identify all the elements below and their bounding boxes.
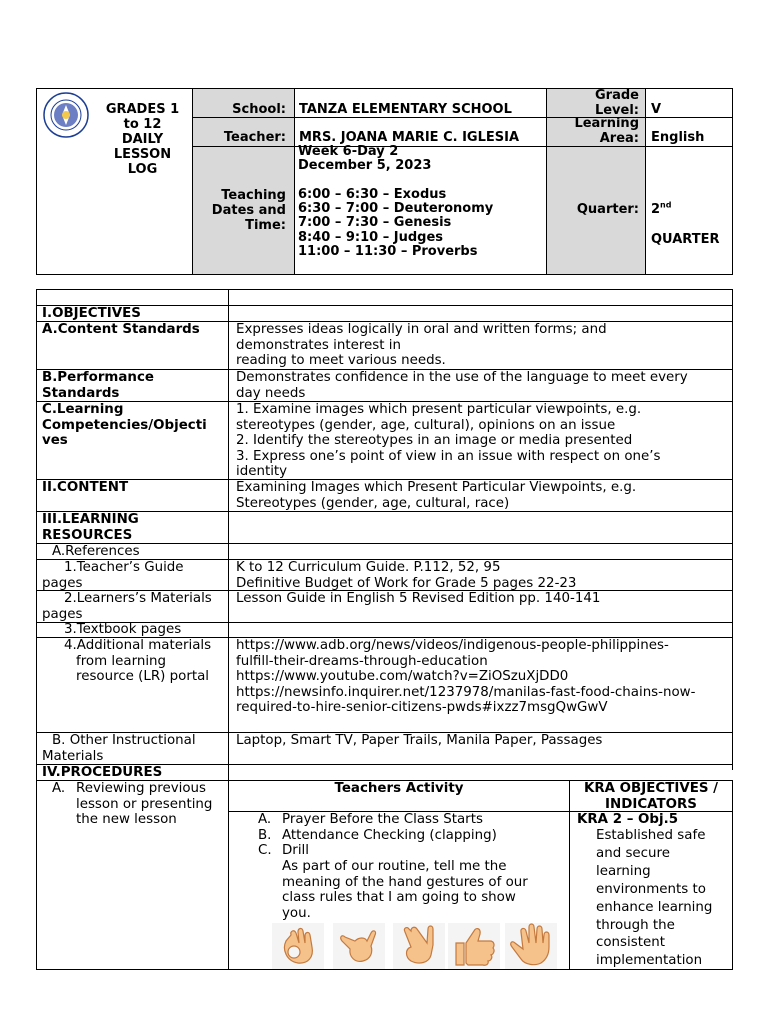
kra-title: KRA 2 – Obj.5: [577, 812, 679, 827]
content-standards-label: A.Content Standards: [42, 322, 200, 337]
call-me-hand-icon: [333, 923, 385, 969]
references-label: A.References: [52, 544, 140, 559]
activity-item: [258, 843, 563, 859]
quarter-suffix: nd: [660, 200, 672, 210]
quarter-label: Quarter:: [576, 202, 639, 217]
textbook-pages-label: 3.Textbook pages: [64, 622, 182, 637]
learners-materials-value: Lesson Guide in English 5 Revised Edition pp. 140-141: [236, 591, 601, 606]
teachers-activity-header: Teachers Activity: [334, 781, 464, 796]
additional-materials-label: 4.Additional materials from learning resource (LR) portal: [64, 638, 212, 685]
thumbs-up-icon: [448, 923, 500, 969]
raised-hand-icon: [505, 923, 557, 969]
procedures-heading: IV.PROCEDURES: [42, 765, 163, 780]
other-materials-label: B. Other Instructional Materials: [42, 733, 196, 764]
activity-text: Drill: [282, 843, 309, 859]
performance-standards-value: Demonstrates confidence in the use of the language to meet every day needs: [236, 370, 688, 401]
grade-level-value: V: [651, 102, 662, 117]
teachers-guide-value: K to 12 Curriculum Guide. P.112, 52, 95 Definitive Budget of Work for Grade 5 pages 22-23: [236, 560, 577, 591]
quarter-value: [651, 187, 729, 247]
activity-list: [258, 812, 563, 859]
activity-text: Attendance Checking (clapping): [282, 827, 497, 843]
learning-area-label: Learning Area:: [574, 116, 639, 146]
quarter-word: QUARTER: [651, 232, 720, 247]
learning-competencies-value: 1. Examine images which present particular viewpoints, e.g. stereotypes (gender, age, cultural), opinions on an issue 2. Identify the stereotypes in an image or media presented 3. Express one’s point of view in an issue with respect on one’s identity: [236, 402, 661, 480]
activity-marker: B.: [258, 827, 272, 843]
learning-resources-label: III.LEARNING RESOURCES: [42, 512, 139, 543]
grade-level-label: Grade Level:: [594, 88, 639, 118]
dates-value: Week 6-Day 2 December 5, 2023 6:00 – 6:30 – Exodus 6:30 – 7:00 – Deuteronomy 7:00 – 7:30 – Genesis 8:40 – 9:10 – Judges 11:00 – 11:30 – Proverbs: [298, 144, 494, 260]
ok-hand-icon: [272, 923, 324, 969]
teacher-label: Teacher:: [223, 130, 286, 145]
proc-a-marker: A.: [52, 781, 66, 796]
kra-text: Established safe and secure learning environments to enhance learning through the consistent implementation: [596, 828, 713, 969]
content-value: Examining Images which Present Particular Viewpoints, e.g. Stereotypes (gender, age, cultural, race): [236, 480, 637, 511]
performance-standards-label: B.Performance Standards: [42, 370, 154, 401]
learning-competencies-label: C.Learning Competencies/Objecti ves: [42, 402, 207, 449]
learning-area-value: English: [651, 130, 705, 145]
drill-text: As part of our routine, tell me the meaning of the hand gestures of our class rules that I am going to show you.: [282, 859, 528, 921]
content-standards-value: Expresses ideas logically in oral and written forms; and demonstrates interest in reading to meet various needs.: [236, 322, 607, 369]
learners-materials-label: 2.Learners’s Materials pages: [42, 591, 212, 622]
school-label: School:: [232, 102, 286, 117]
peace-hand-icon: [393, 923, 445, 969]
teachers-guide-label: 1.Teacher’s Guide pages: [42, 560, 184, 591]
activity-marker: C.: [258, 843, 272, 859]
additional-materials-value[interactable]: https://www.adb.org/news/videos/indigenous-people-philippines- fulfill-their-dreams-through-education https://www.youtube.com/watch?v=ZiOSzuXjDD0 https://newsinfo.inquirer.net/1237978/manilas-fast-food-chains-now- required-to-hire-senior-citizens-pwds#ixzz7msgQwGwV: [236, 638, 696, 716]
kra-header: KRA OBJECTIVES / INDICATORS: [583, 781, 719, 812]
other-materials-value: Laptop, Smart TV, Paper Trails, Manila Paper, Passages: [236, 733, 603, 748]
activity-item: [258, 812, 563, 828]
proc-a-label: Reviewing previous lesson or presenting the new lesson: [76, 781, 213, 828]
activity-item: [258, 828, 563, 844]
dates-label: Teaching Dates and Time:: [211, 188, 286, 233]
activity-marker: A.: [258, 812, 272, 827]
teacher-value: MRS. JOANA MARIE C. IGLESIA: [299, 130, 520, 145]
deped-seal-logo: [43, 92, 89, 138]
school-value: TANZA ELEMENTARY SCHOOL: [299, 102, 512, 117]
objectives-heading: I.OBJECTIVES: [42, 306, 141, 321]
quarter-number: 2: [651, 202, 661, 217]
activity-text: Prayer Before the Class Starts: [282, 812, 483, 827]
dll-title: GRADES 1 to 12 DAILY LESSON LOG: [105, 102, 180, 177]
content-label: II.CONTENT: [42, 480, 129, 495]
